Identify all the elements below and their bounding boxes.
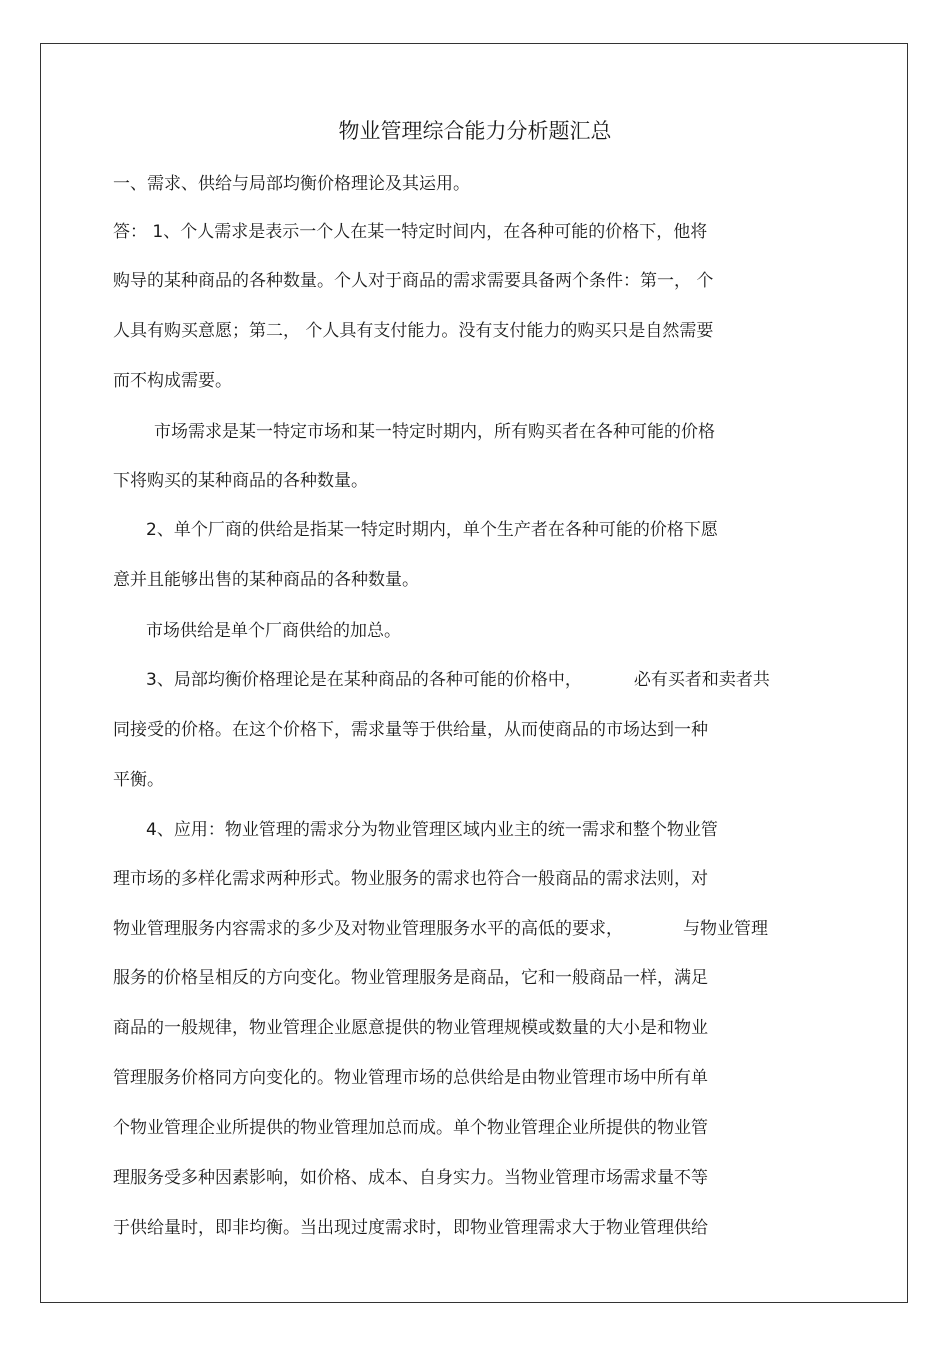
text-line: 答： 1、个人需求是表示一个人在某一特定时间内，在各种可能的价格下，他将 [113, 222, 708, 242]
text-line: 市场供给是单个厂商供给的加总。 [146, 621, 401, 641]
text-line: 理市场的多样化需求两种形式。物业服务的需求也符合一般商品的需求法则，对 [113, 869, 708, 889]
text-line: 同接受的价格。在这个价格下，需求量等于供给量，从而使商品的市场达到一种 [113, 720, 708, 740]
text-line: 人具有购买意愿；第二， 个人具有支付能力。没有支付能力的购买只是自然需要 [113, 321, 714, 341]
text-line: 于供给量时，即非均衡。当出现过度需求时，即物业管理需求大于物业管理供给 [113, 1218, 708, 1238]
text-line: 2、单个厂商的供给是指某一特定时期内，单个生产者在各种可能的价格下愿 [146, 520, 718, 540]
text-line: 管理服务价格同方向变化的。物业管理市场的总供给是由物业管理市场中所有单 [113, 1068, 708, 1088]
section-heading: 一、需求、供给与局部均衡价格理论及其运用。 [113, 174, 470, 194]
text-line: 平衡。 [113, 770, 164, 790]
text-line: 商品的一般规律，物业管理企业愿意提供的物业管理规模或数量的大小是和物业 [113, 1018, 708, 1038]
text-segment: 必有买者和卖者共 [633, 670, 770, 690]
text-line [146, 668, 770, 692]
text-line: 市场需求是某一特定市场和某一特定时期内，所有购买者在各种可能的价格 [154, 422, 715, 442]
text-line: 个物业管理企业所提供的物业管理加总而成。单个物业管理企业所提供的物业管 [113, 1118, 708, 1138]
text-segment: 与物业管理 [683, 919, 768, 939]
text-line: 购导的某种商品的各种数量。个人对于商品的需求需要具备两个条件：第一， 个 [113, 271, 714, 291]
text-line: 4、应用：物业管理的需求分为物业管理区域内业主的统一需求和整个物业管 [146, 820, 718, 840]
text-line: 下将购买的某种商品的各种数量。 [113, 471, 368, 491]
text-line: 意并且能够出售的某种商品的各种数量。 [113, 570, 419, 590]
text-line: 而不构成需要。 [113, 371, 232, 391]
text-segment: 3、局部均衡价格理论是在某种商品的各种可能的价格中， [146, 670, 582, 690]
document-title: 物业管理综合能力分析题汇总 [338, 119, 612, 143]
text-line [113, 917, 768, 941]
text-segment: 物业管理服务内容需求的多少及对物业管理服务水平的高低的要求， [113, 919, 623, 939]
text-line: 服务的价格呈相反的方向变化。物业管理服务是商品，它和一般商品一样，满足 [113, 968, 708, 988]
text-line: 理服务受多种因素影响，如价格、成本、自身实力。当物业管理市场需求量不等 [113, 1168, 708, 1188]
